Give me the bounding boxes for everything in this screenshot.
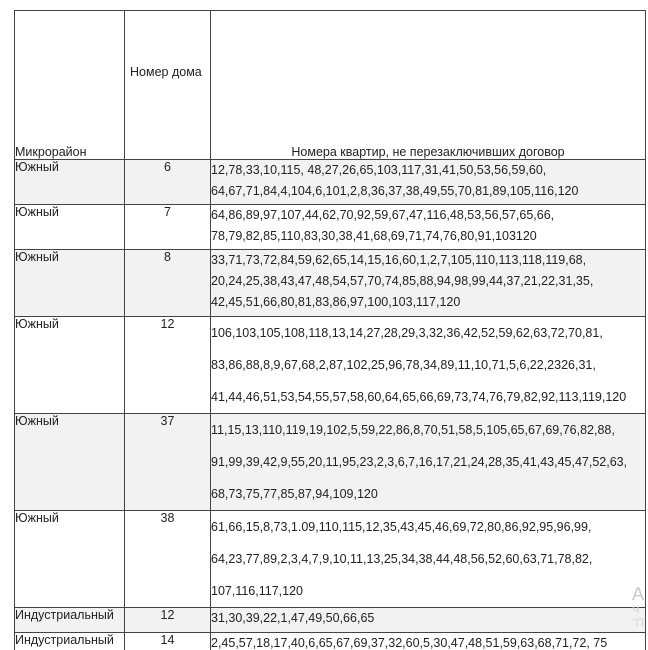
table-row [15, 250, 646, 317]
cell-house: 7 [125, 205, 211, 250]
cell-district: Индустриальный [15, 608, 125, 633]
apartments-line: 107,116,117,120 [211, 584, 303, 598]
table-row [15, 317, 646, 414]
watermark-line-1: Ч [632, 604, 640, 616]
cell-house: 8 [125, 250, 211, 317]
apartments-line: 106,103,105,108,118,13,14,27,28,29,3,32,36,42,52,59,62,63,72,70,81, [211, 326, 603, 340]
table-row [15, 608, 646, 633]
table-row [15, 511, 646, 608]
apartments-line: 41,44,46,51,53,54,55,57,58,60,64,65,66,69,73,74,76,79,82,92,113,119,120 [211, 390, 627, 404]
apartments-line: 78,79,82,85,110,83,30,38,41,68,69,71,74,76,80,91,103120 [211, 229, 537, 243]
cell-apartments [211, 633, 646, 650]
table-header-row [15, 11, 646, 160]
cell-apartments [211, 414, 646, 511]
cell-apartments [211, 511, 646, 608]
cell-house: 6 [125, 160, 211, 205]
apartments-line: 64,23,77,89,2,3,4,7,9,10,11,13,25,34,38,44,48,56,52,60,63,71,78,82, [211, 552, 593, 566]
cell-house: 14 [125, 633, 211, 650]
cell-house: 12 [125, 608, 211, 633]
table-row [15, 414, 646, 511]
cell-district: Индустриальный [15, 633, 125, 650]
header-apartments: Номера квартир, не перезаключивших договор [211, 11, 646, 160]
table-row [15, 160, 646, 205]
cell-apartments [211, 317, 646, 414]
apartments-line: 68,73,75,77,85,87,94,109,120 [211, 487, 378, 501]
apartments-line: 11,15,13,110,119,19,102,5,59,22,86,8,70,51,58,5,105,65,67,69,76,82,88, [211, 423, 615, 437]
cell-district: Южный [15, 250, 125, 317]
apartments-line: 33,71,73,72,84,59,62,65,14,15,16,60,1,2,7,105,110,113,118,119,68, [211, 253, 587, 267]
table-row [15, 633, 646, 650]
header-district: Микрорайон [15, 11, 125, 160]
cell-apartments [211, 205, 646, 250]
apartments-line: 42,45,51,66,80,81,83,86,97,100,103,117,120 [211, 295, 461, 309]
header-house: Номер дома [125, 11, 211, 160]
apartments-line: 91,99,39,42,9,55,20,11,95,23,2,3,6,7,16,17,21,24,28,35,41,43,45,47,52,63, [211, 455, 628, 469]
cell-district: Южный [15, 317, 125, 414]
apartments-line: 83,86,88,8,9,67,68,2,87,102,25,96,78,34,89,11,10,71,5,6,22,2326,31, [211, 358, 596, 372]
cell-apartments [211, 250, 646, 317]
apartments-line: 64,67,71,84,4,104,6,101,2,8,36,37,38,49,55,70,81,89,105,116,120 [211, 184, 579, 198]
cell-district: Южный [15, 414, 125, 511]
cell-apartments [211, 160, 646, 205]
cell-house: 12 [125, 317, 211, 414]
watermark-big: А [632, 584, 645, 604]
table-row [15, 205, 646, 250]
cell-district: Южный [15, 511, 125, 608]
cell-district: Южный [15, 205, 125, 250]
apartments-line: 12,78,33,10,115, 48,27,26,65,103,117,31,41,50,53,56,59,60, [211, 163, 547, 177]
watermark-line-2: "П [632, 617, 644, 629]
cell-house: 37 [125, 414, 211, 511]
apartments-table [14, 10, 646, 650]
cell-district: Южный [15, 160, 125, 205]
apartments-line: 2,45,57,18,17,40,6,65,67,69,37,32,60,5,30,47,48,51,59,63,68,71,72, 75 [211, 636, 608, 650]
apartments-line: 64,86,89,97,107,44,62,70,92,59,67,47,116,48,53,56,57,65,66, [211, 208, 555, 222]
cell-house: 38 [125, 511, 211, 608]
apartments-line: 20,24,25,38,43,47,48,54,57,70,74,85,88,94,98,99,44,37,21,22,31,35, [211, 274, 594, 288]
activation-watermark [632, 584, 644, 630]
cell-apartments [211, 608, 646, 633]
apartments-line: 31,30,39,22,1,47,49,50,66,65 [211, 611, 375, 625]
apartments-line: 61,66,15,8,73,1.09,110,115,12,35,43,45,46,69,72,80,86,92,95,96,99, [211, 520, 592, 534]
